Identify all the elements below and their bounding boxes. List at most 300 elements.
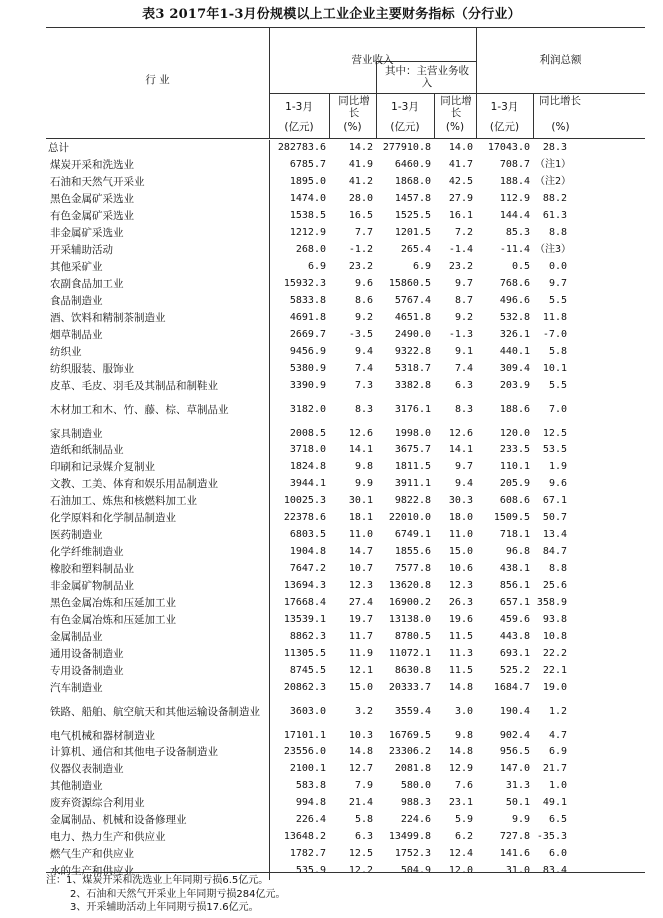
- profit-growth-cell: （注1）: [535, 159, 572, 171]
- profit-cell: 50.1: [505, 797, 530, 809]
- industry-name: 黑色金属矿采选业: [50, 193, 134, 206]
- main-revenue-cell: 22010.0: [388, 512, 431, 524]
- profit-cell: -11.4: [499, 244, 530, 256]
- main-revenue-growth-cell: 6.3: [454, 379, 473, 391]
- revenue-growth-cell: 7.4: [354, 362, 373, 374]
- footnotes: [46, 874, 285, 915]
- profit-growth-cell: （注3）: [535, 244, 572, 256]
- revenue-growth-cell: 23.2: [348, 261, 373, 273]
- data-table: [46, 140, 646, 880]
- industry-name: 农副食品加工业: [50, 277, 124, 290]
- main-unit: (亿元): [390, 121, 420, 133]
- revenue-cell: 2669.7: [269, 326, 329, 343]
- profit-growth-cell: 358.9: [536, 596, 567, 608]
- revenue-cell: 1904.8: [269, 544, 329, 561]
- revenue-header: 营业收入: [351, 54, 394, 66]
- profit-growth-cell: 6.9: [548, 746, 567, 758]
- main-revenue-cell: 1855.6: [394, 546, 431, 558]
- table-row: [46, 208, 645, 225]
- industry-name: 化学纤维制造业: [50, 546, 124, 559]
- main-revenue-cell: 9322.8: [394, 345, 431, 357]
- main-revenue-growth-cell: -1.3: [448, 328, 473, 340]
- revenue-cell: 583.8: [269, 778, 329, 795]
- table-row: [46, 795, 645, 812]
- industry-name: 电气机械和器材制造业: [50, 729, 155, 742]
- table-header: [46, 27, 645, 139]
- main-revenue-cell: 5767.4: [394, 294, 431, 306]
- profit-cell: 120.0: [499, 427, 530, 439]
- profit-cell: 188.6: [499, 403, 530, 415]
- revenue-growth-cell: 15.0: [348, 681, 373, 693]
- industry-name: 医药制造业: [50, 529, 103, 542]
- profit-cell: 188.4: [499, 176, 530, 188]
- table-row: [46, 309, 645, 326]
- revenue-growth-cell: 9.2: [354, 311, 373, 323]
- main-revenue-cell: 6749.1: [394, 529, 431, 541]
- revenue-cell: 1782.7: [269, 846, 329, 863]
- main-revenue-cell: 1811.5: [394, 461, 431, 473]
- industry-name: 木材加工和木、竹、藤、棕、草制品业: [50, 403, 229, 416]
- profit-cell: 1509.5: [493, 512, 530, 524]
- industry-name: 石油加工、炼焦和核燃料加工业: [50, 495, 197, 508]
- industry-name: 其他制造业: [50, 780, 103, 793]
- profit-cell: 956.5: [499, 746, 530, 758]
- profit-cell: 326.1: [499, 328, 530, 340]
- table-row: [46, 578, 645, 595]
- table-row: [46, 174, 645, 191]
- industry-name: 铁路、船舶、航空航天和其他运输设备制造业: [50, 705, 260, 718]
- profit-cell: 902.4: [499, 729, 530, 741]
- profit-cell: 856.1: [499, 579, 530, 591]
- main-revenue-cell: 1998.0: [394, 427, 431, 439]
- main-revenue-growth-cell: 11.5: [448, 630, 473, 642]
- revenue-cell: 15932.3: [269, 276, 329, 293]
- revenue-growth-cell: 7.7: [354, 227, 373, 239]
- profit-growth-cell: 84.7: [542, 546, 567, 558]
- revenue-growth-cell: 18.1: [348, 512, 373, 524]
- rev-period: 1-3月: [285, 101, 313, 113]
- profit-growth-cell: 9.6: [548, 478, 567, 490]
- main-revenue-growth-cell: 14.1: [448, 444, 473, 456]
- revenue-cell: 11305.5: [269, 645, 329, 662]
- revenue-cell: 994.8: [269, 795, 329, 812]
- table-row: [46, 527, 645, 544]
- revenue-cell: 2008.5: [269, 425, 329, 442]
- main-revenue-growth-cell: 14.0: [448, 142, 473, 154]
- main-growth-pct: (%): [445, 121, 465, 133]
- revenue-growth-cell: 41.9: [348, 159, 373, 171]
- profit-cell: 205.9: [499, 478, 530, 490]
- main-revenue-cell: 3911.1: [394, 478, 431, 490]
- profit-cell: 693.1: [499, 647, 530, 659]
- revenue-growth-cell: 11.9: [348, 647, 373, 659]
- revenue-cell: 20862.3: [269, 679, 329, 696]
- main-revenue-header: 其中：主营业务收入: [385, 65, 469, 89]
- table-row: [46, 157, 645, 174]
- profit-cell: 459.6: [499, 613, 530, 625]
- industry-name: 印刷和记录媒介复制业: [50, 461, 155, 474]
- revenue-cell: 10025.3: [269, 493, 329, 510]
- revenue-growth-cell: 30.1: [348, 495, 373, 507]
- industry-name: 橡胶和塑料制品业: [50, 563, 134, 576]
- table-row: [46, 727, 645, 744]
- main-revenue-cell: 13138.0: [388, 613, 431, 625]
- revenue-growth-cell: 14.7: [348, 546, 373, 558]
- profit-cell: 608.6: [499, 495, 530, 507]
- revenue-cell: 1212.9: [269, 225, 329, 242]
- industry-name: 仪器仪表制造业: [50, 763, 124, 776]
- revenue-growth-cell: 3.2: [354, 705, 373, 717]
- revenue-growth-cell: 12.3: [348, 579, 373, 591]
- main-revenue-growth-cell: 26.3: [448, 596, 473, 608]
- main-revenue-cell: 8630.8: [394, 664, 431, 676]
- header-top-rule: [46, 27, 645, 28]
- profit-cell: 31.3: [505, 780, 530, 792]
- table-row: [46, 493, 645, 510]
- main-revenue-growth-cell: 30.3: [448, 495, 473, 507]
- main-revenue-growth-cell: 10.6: [448, 563, 473, 575]
- revenue-growth-cell: 14.8: [348, 746, 373, 758]
- revenue-cell: 17101.1: [269, 727, 329, 744]
- revenue-growth-cell: 12.7: [348, 763, 373, 775]
- revenue-growth-cell: 7.3: [354, 379, 373, 391]
- profit-growth-cell: 11.8: [542, 311, 567, 323]
- profit-growth-cell: 6.0: [548, 848, 567, 860]
- main-revenue-growth-cell: 42.5: [448, 176, 473, 188]
- revenue-growth-cell: 21.4: [348, 797, 373, 809]
- industry-name: 黑色金属冶炼和压延加工业: [50, 596, 176, 609]
- profit-cell: 31.0: [505, 865, 530, 877]
- revenue-growth-cell: -3.5: [348, 328, 373, 340]
- main-revenue-cell: 988.3: [400, 797, 431, 809]
- table-row: [46, 225, 645, 242]
- revenue-cell: 8862.3: [269, 628, 329, 645]
- table-row: [46, 829, 645, 846]
- main-revenue-growth-cell: 9.7: [454, 461, 473, 473]
- profit-cell: 17043.0: [487, 142, 530, 154]
- table-row: [46, 611, 645, 628]
- profit-cell: 768.6: [499, 277, 530, 289]
- industry-name: 纺织服装、服饰业: [50, 362, 134, 375]
- table-row: [46, 812, 645, 829]
- rev-growth-pct: (%): [343, 121, 362, 133]
- main-revenue-cell: 23306.2: [388, 746, 431, 758]
- profit-growth-cell: 61.3: [542, 210, 567, 222]
- industry-name: 通用设备制造业: [50, 647, 124, 660]
- main-revenue-growth-cell: -1.4: [448, 244, 473, 256]
- profit-cell: 657.1: [499, 596, 530, 608]
- profit-growth-cell: 0.0: [548, 261, 567, 273]
- profit-cell: 443.8: [499, 630, 530, 642]
- table-row: [46, 140, 645, 157]
- profit-cell: 110.1: [499, 461, 530, 473]
- profit-cell: 9.9: [511, 814, 530, 826]
- profit-cell: 496.6: [499, 294, 530, 306]
- industry-name: 金属制品、机械和设备修理业: [50, 814, 187, 827]
- main-revenue-growth-cell: 18.0: [448, 512, 473, 524]
- profit-growth-cell: 22.2: [542, 647, 567, 659]
- profit-cell: 1684.7: [493, 681, 530, 693]
- main-revenue-cell: 277910.8: [382, 142, 431, 154]
- revenue-growth-cell: 9.6: [354, 277, 373, 289]
- revenue-cell: 13648.2: [269, 829, 329, 846]
- profit-cell: 708.7: [499, 159, 530, 171]
- profit-cell: 141.6: [499, 848, 530, 860]
- main-revenue-cell: 2490.0: [394, 328, 431, 340]
- industry-name: 化学原料和化学制品制造业: [50, 512, 176, 525]
- profit-growth-cell: 10.8: [542, 630, 567, 642]
- main-revenue-cell: 16769.5: [388, 729, 431, 741]
- revenue-cell: 1538.5: [269, 208, 329, 225]
- profit-growth-cell: 7.0: [548, 403, 567, 415]
- profit-cell: 112.9: [499, 193, 530, 205]
- profit-growth-cell: 53.5: [542, 444, 567, 456]
- rev-growth: 同比增长: [338, 95, 370, 119]
- revenue-cell: 22378.6: [269, 510, 329, 527]
- main-revenue-growth-cell: 23.2: [448, 261, 473, 273]
- profit-cell: 440.1: [499, 345, 530, 357]
- industry-name: 纺织业: [50, 345, 82, 358]
- profit-growth: 同比增长: [539, 95, 581, 107]
- main-revenue-cell: 224.6: [400, 814, 431, 826]
- revenue-growth-cell: 12.1: [348, 664, 373, 676]
- revenue-cell: 13694.3: [269, 578, 329, 595]
- main-revenue-growth-cell: 8.7: [454, 294, 473, 306]
- revenue-cell: 23556.0: [269, 744, 329, 761]
- main-revenue-growth-cell: 23.1: [448, 797, 473, 809]
- table-title: 表3 2017年1-3月份规模以上工业企业主要财务指标（分行业）: [142, 7, 521, 22]
- industry-name: 电力、热力生产和供应业: [50, 831, 166, 844]
- industry-name: 计算机、通信和其他电子设备制造业: [50, 746, 218, 759]
- industry-name: 食品制造业: [50, 294, 103, 307]
- main-revenue-growth-cell: 9.4: [454, 478, 473, 490]
- main-revenue-cell: 3675.7: [394, 444, 431, 456]
- main-revenue-cell: 1525.5: [394, 210, 431, 222]
- main-revenue-cell: 7577.8: [394, 563, 431, 575]
- revenue-cell: 17668.4: [269, 594, 329, 611]
- industry-name: 金属制品业: [50, 630, 103, 643]
- profit-growth-cell: 1.2: [548, 705, 567, 717]
- main-revenue-cell: 3382.8: [394, 379, 431, 391]
- main-revenue-cell: 5318.7: [394, 362, 431, 374]
- industry-name: 开采辅助活动: [50, 244, 113, 257]
- profit-cell: 532.8: [499, 311, 530, 323]
- revenue-growth-cell: 12.5: [348, 848, 373, 860]
- revenue-cell: 282783.6: [269, 140, 329, 157]
- profit-cell: 85.3: [505, 227, 530, 239]
- profit-growth-cell: 88.2: [542, 193, 567, 205]
- main-revenue-growth-cell: 9.1: [454, 345, 473, 357]
- main-revenue-cell: 1457.8: [394, 193, 431, 205]
- industry-name: 专用设备制造业: [50, 664, 124, 677]
- table-row: [46, 662, 645, 679]
- table-row: [46, 191, 645, 208]
- main-revenue-cell: 1868.0: [394, 176, 431, 188]
- industry-name: 造纸和纸制品业: [50, 444, 124, 457]
- revenue-growth-cell: 11.0: [348, 529, 373, 541]
- main-growth: 同比增长: [440, 95, 472, 119]
- main-revenue-growth-cell: 5.9: [454, 814, 473, 826]
- profit-growth-cell: 5.5: [548, 379, 567, 391]
- main-revenue-growth-cell: 11.3: [448, 647, 473, 659]
- profit-cell: 438.1: [499, 563, 530, 575]
- main-revenue-growth-cell: 16.1: [448, 210, 473, 222]
- header-bottom-rule: [46, 138, 645, 139]
- profit-growth-pct: (%): [551, 121, 570, 133]
- profit-growth-cell: 13.4: [542, 529, 567, 541]
- profit-cell: 525.2: [499, 664, 530, 676]
- main-revenue-cell: 9822.8: [394, 495, 431, 507]
- main-revenue-growth-cell: 7.4: [454, 362, 473, 374]
- main-revenue-cell: 15860.5: [388, 277, 431, 289]
- main-revenue-cell: 3559.4: [394, 705, 431, 717]
- revenue-growth-cell: 19.7: [348, 613, 373, 625]
- industry-name: 燃气生产和供应业: [50, 848, 134, 861]
- revenue-cell: 226.4: [269, 812, 329, 829]
- revenue-cell: 6.9: [269, 259, 329, 276]
- profit-cell: 147.0: [499, 763, 530, 775]
- main-revenue-growth-cell: 19.6: [448, 613, 473, 625]
- profit-cell: 233.5: [499, 444, 530, 456]
- revenue-cell: 1895.0: [269, 174, 329, 191]
- revenue-growth-cell: 8.3: [354, 403, 373, 415]
- main-revenue-growth-cell: 12.3: [448, 579, 473, 591]
- profit-header: 利润总额: [539, 54, 582, 66]
- main-revenue-cell: 13620.8: [388, 579, 431, 591]
- table-row: [46, 510, 645, 527]
- main-revenue-growth-cell: 41.7: [448, 159, 473, 171]
- table-row: [46, 561, 645, 578]
- industry-name: 非金属矿采选业: [50, 227, 124, 240]
- revenue-cell: 3718.0: [269, 442, 329, 459]
- revenue-cell: 2100.1: [269, 761, 329, 778]
- main-revenue-growth-cell: 27.9: [448, 193, 473, 205]
- profit-growth-cell: 83.4: [542, 865, 567, 877]
- revenue-cell: 6803.5: [269, 527, 329, 544]
- profit-cell: 190.4: [499, 705, 530, 717]
- revenue-growth-cell: 9.9: [354, 478, 373, 490]
- main-revenue-growth-cell: 3.0: [454, 705, 473, 717]
- table-row: [46, 778, 645, 795]
- main-revenue-growth-cell: 12.0: [448, 865, 473, 877]
- table-row: [46, 276, 645, 293]
- main-period: 1-3月: [391, 101, 419, 113]
- main-revenue-growth-cell: 14.8: [448, 746, 473, 758]
- main-revenue-growth-cell: 7.6: [454, 780, 473, 792]
- revenue-cell: 5833.8: [269, 292, 329, 309]
- revenue-growth-cell: 7.9: [354, 780, 373, 792]
- main-revenue-growth-cell: 8.3: [454, 403, 473, 415]
- revenue-cell: 8745.5: [269, 662, 329, 679]
- profit-cell: 144.4: [499, 210, 530, 222]
- main-revenue-cell: 265.4: [400, 244, 431, 256]
- table-row: [46, 846, 645, 863]
- profit-growth-cell: 12.5: [542, 427, 567, 439]
- main-revenue-growth-cell: 12.4: [448, 848, 473, 860]
- main-revenue-growth-cell: 9.2: [454, 311, 473, 323]
- main-revenue-cell: 6.9: [412, 261, 431, 273]
- table-row: [46, 242, 645, 259]
- profit-cell: 727.8: [499, 831, 530, 843]
- profit-growth-cell: 21.7: [542, 763, 567, 775]
- revenue-growth-cell: 9.4: [354, 345, 373, 357]
- footnote-1: 注：1、煤炭开采和洗选业上年同期亏损6.5亿元。: [46, 875, 269, 886]
- revenue-cell: 3182.0: [269, 394, 329, 425]
- profit-growth-cell: 5.8: [548, 345, 567, 357]
- footnote-3: 3、开采辅助活动上年同期亏损17.6亿元。: [70, 902, 259, 913]
- main-revenue-cell: 11072.1: [388, 647, 431, 659]
- industry-header: 行 业: [145, 74, 170, 86]
- table-row: [46, 459, 645, 476]
- revenue-cell: 3390.9: [269, 377, 329, 394]
- industry-name: 非金属矿物制品业: [50, 579, 134, 592]
- profit-growth-cell: 9.7: [548, 277, 567, 289]
- profit-growth-cell: 10.1: [542, 362, 567, 374]
- revenue-cell: 13539.1: [269, 611, 329, 628]
- profit-growth-cell: 8.8: [548, 227, 567, 239]
- table-bottom-rule: [46, 872, 645, 873]
- industry-name: 石油和天然气开采业: [50, 176, 145, 189]
- revenue-growth-cell: 6.3: [354, 831, 373, 843]
- table-body: [46, 140, 645, 880]
- profit-growth-cell: 8.8: [548, 563, 567, 575]
- revenue-growth-cell: 14.2: [348, 142, 373, 154]
- main-revenue-growth-cell: 6.2: [454, 831, 473, 843]
- profit-growth-cell: 93.8: [542, 613, 567, 625]
- profit-cell: 309.4: [499, 362, 530, 374]
- main-revenue-growth-cell: 12.6: [448, 427, 473, 439]
- industry-name: 烟草制品业: [50, 328, 103, 341]
- table-row: [46, 476, 645, 493]
- revenue-growth-cell: 5.8: [354, 814, 373, 826]
- table-row: [46, 679, 645, 696]
- industry-name: 总计: [48, 142, 69, 155]
- main-revenue-growth-cell: 9.7: [454, 277, 473, 289]
- profit-growth-cell: 19.0: [542, 681, 567, 693]
- main-revenue-growth-cell: 14.8: [448, 681, 473, 693]
- profit-cell: 0.5: [511, 261, 530, 273]
- table-row: [46, 360, 645, 377]
- table-row: [46, 628, 645, 645]
- profit-period: 1-3月: [490, 101, 519, 113]
- revenue-growth-cell: -1.2: [348, 244, 373, 256]
- revenue-cell: 1824.8: [269, 459, 329, 476]
- revenue-cell: 535.9: [269, 863, 329, 880]
- profit-growth-cell: 5.5: [548, 294, 567, 306]
- profit-growth-cell: 49.1: [542, 797, 567, 809]
- profit-growth-cell: -35.3: [536, 831, 567, 843]
- industry-name: 废弃资源综合利用业: [50, 797, 145, 810]
- rev-unit: (亿元): [284, 121, 314, 133]
- main-revenue-growth-cell: 11.5: [448, 664, 473, 676]
- profit-growth-cell: 67.1: [542, 495, 567, 507]
- main-revenue-growth-cell: 7.2: [454, 227, 473, 239]
- subheader-rule: [269, 93, 645, 94]
- revenue-cell: 6785.7: [269, 157, 329, 174]
- industry-name: 有色金属矿采选业: [50, 210, 134, 223]
- main-revenue-growth-cell: 9.8: [454, 729, 473, 741]
- profit-growth-cell: （注2）: [535, 176, 572, 188]
- profit-growth-cell: 1.0: [548, 780, 567, 792]
- table-row: [46, 377, 645, 394]
- revenue-cell: 7647.2: [269, 561, 329, 578]
- industry-name: 水的生产和供应业: [50, 865, 134, 878]
- revenue-cell: 4691.8: [269, 309, 329, 326]
- industry-name: 家具制造业: [50, 427, 103, 440]
- main-revenue-cell: 580.0: [400, 780, 431, 792]
- industry-name: 煤炭开采和洗选业: [50, 159, 134, 172]
- main-revenue-cell: 13499.8: [388, 831, 431, 843]
